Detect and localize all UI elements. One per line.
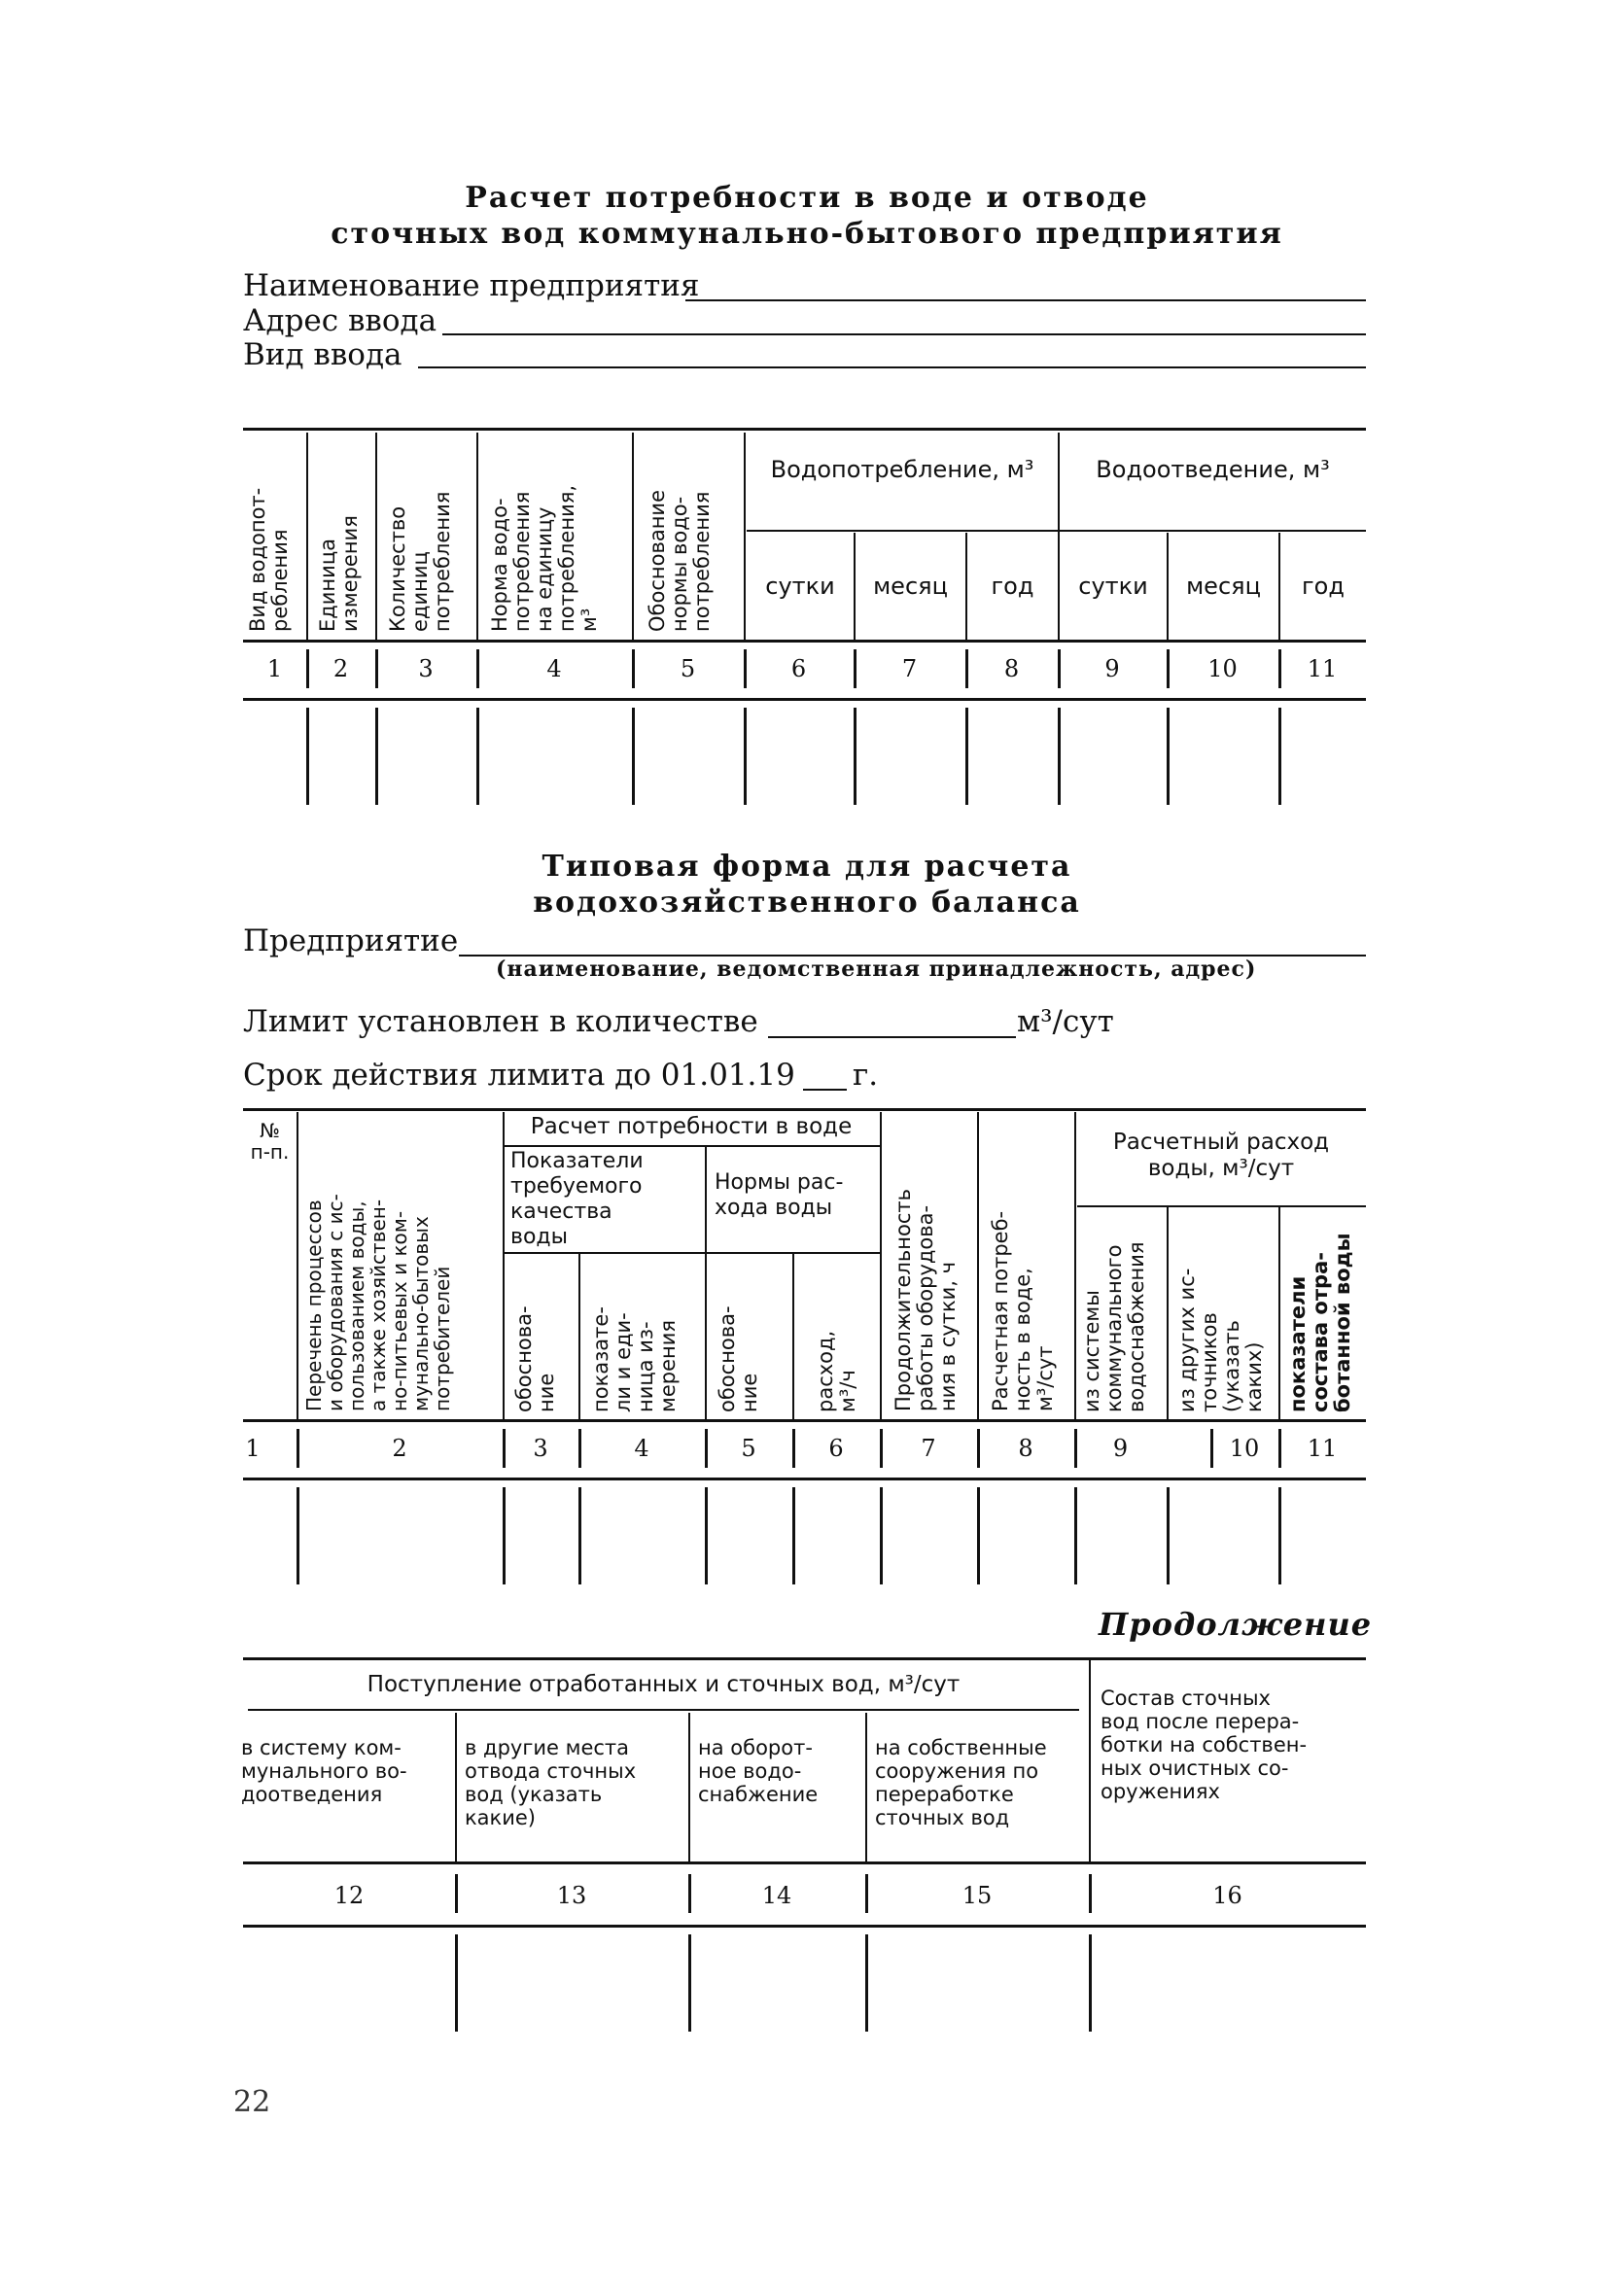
- limit-label: Лимит установлен в количестве: [243, 1004, 758, 1039]
- continuation-label: Продолжение: [1099, 1606, 1373, 1643]
- f1-header-water-out: Водоотведение, м³: [1096, 456, 1330, 483]
- f1-col-number: 9: [1104, 655, 1120, 682]
- f1-col-number: 7: [901, 655, 918, 682]
- f2-col-number: 1: [245, 1435, 261, 1462]
- f2-header-norms: Нормы рас- хода воды: [715, 1170, 844, 1220]
- cont-col-number: 13: [556, 1882, 587, 1909]
- form2-title-line1: Типовая форма для расчета: [542, 850, 1072, 884]
- form1-title-line2: сточных вод коммунально-бытового предприятия: [331, 217, 1283, 251]
- f1-header-norm: Норма водо- потребления на единицу потребления, м³: [488, 484, 601, 632]
- f2-header-other-sources: из других ис- точников (указать каких): [1175, 1268, 1266, 1412]
- f2-col-number: 8: [1018, 1435, 1033, 1462]
- cont-col-number: 14: [761, 1882, 792, 1909]
- f1-sub-day-out: сутки: [1078, 573, 1148, 600]
- term-label: Срок действия лимита до 01.01.19: [243, 1058, 795, 1093]
- cont-header-own-facilities: на собственные сооружения по переработке сточных вод: [875, 1736, 1047, 1829]
- cont-col-number: 12: [333, 1882, 365, 1909]
- f2-col-number: 9: [1112, 1435, 1129, 1462]
- f1-col-number: 4: [546, 655, 562, 682]
- f1-sub-year-out: год: [1302, 573, 1345, 600]
- f2-col-number: 2: [392, 1435, 407, 1462]
- f1-sub-year: год: [991, 573, 1034, 600]
- f2-header-calc-need: Расчетная потреб- ность в воде, м³/сут: [989, 1210, 1057, 1411]
- f2-header-waste-composition: показатели состава отра- ботанной воды: [1286, 1233, 1354, 1412]
- f2-col-number: 4: [634, 1435, 649, 1462]
- f2-header-flow-rate: расход, м³/ч: [814, 1330, 859, 1412]
- cont-header-inflow: Поступление отработанных и сточных вод, м³/сут: [367, 1672, 961, 1697]
- field-address-line[interactable]: [442, 333, 1366, 335]
- limit-line[interactable]: [768, 1036, 1016, 1038]
- page-number: 22: [233, 2085, 271, 2119]
- cont-header-composition: Состав сточных вод после перера- ботки на собствен- ных очистных со- оружениях: [1101, 1687, 1308, 1803]
- f2-header-number: № п-п.: [250, 1119, 290, 1164]
- f1-header-unit: Единица измерения: [316, 515, 362, 632]
- f2-header-quality-indicators: показате- ли и еди- ница из- мерения: [589, 1306, 680, 1412]
- f1-header-quantity: Количество единиц потребления: [386, 491, 454, 632]
- f2-header-municipal-supply: из системы коммунального водоснабжения: [1080, 1241, 1148, 1412]
- f1-sub-month-out: месяц: [1186, 573, 1261, 600]
- form1-title-line1: Расчет потребности в воде и отводе: [465, 181, 1149, 215]
- term-year-line[interactable]: [803, 1089, 847, 1091]
- enterprise-hint: (наименование, ведомственная принадлежность, адрес): [496, 957, 1257, 982]
- f1-sub-day: сутки: [765, 573, 835, 600]
- f2-header-calc-flow: Расчетный расход воды, м³/сут: [1112, 1130, 1330, 1181]
- field-address-label: Адрес ввода: [243, 303, 437, 338]
- cont-header-municipal-sewer: в систему ком- мунального во- доотведения: [241, 1736, 407, 1806]
- f2-header-quality-basis: обоснова- ние: [512, 1305, 558, 1412]
- f2-col-number: 3: [533, 1435, 548, 1462]
- f1-col-number: 3: [418, 655, 434, 682]
- f2-header-norm-basis: обоснова- ние: [716, 1305, 761, 1412]
- f1-col-number: 11: [1307, 655, 1338, 682]
- f1-col-number: 6: [790, 655, 807, 682]
- f1-col-number: 5: [680, 655, 696, 682]
- f1-header-consumption-type: Вид водопот- ребления: [246, 487, 292, 632]
- f2-header-water-demand: Расчет потребности в воде: [530, 1114, 853, 1139]
- f2-col-number: 10: [1229, 1435, 1260, 1462]
- f2-col-number: 6: [828, 1435, 844, 1462]
- f2-col-number: 7: [921, 1435, 936, 1462]
- f1-header-water-use: Водопотребление, м³: [770, 456, 1034, 483]
- f2-header-processes: Перечень процессов и оборудования с ис- пользованием воды, а также хозяйствен- но-питьевых и ком- мунально-бытовых потребителей: [302, 1194, 454, 1411]
- cont-header-recycling: на оборот- ное водо- снабжение: [698, 1736, 819, 1806]
- enterprise-label: Предприятие: [243, 923, 459, 958]
- cont-header-other-outlets: в другие места отвода сточных вод (указать какие): [465, 1736, 637, 1829]
- f1-col-number: 2: [332, 655, 349, 682]
- f2-header-duration: Продолжительность работы оборудова- ния в сутки, ч: [891, 1188, 960, 1411]
- f1-col-number: 8: [1003, 655, 1020, 682]
- f1-col-number: 1: [266, 655, 283, 682]
- f2-col-number: 11: [1307, 1435, 1338, 1462]
- f1-sub-month: месяц: [873, 573, 948, 600]
- form2-title-line2: водохозяйственного баланса: [533, 886, 1081, 920]
- f2-header-quality: Показатели требуемого качества воды: [510, 1149, 644, 1249]
- f2-col-number: 5: [741, 1435, 756, 1462]
- cont-col-number: 15: [961, 1882, 993, 1909]
- cont-col-number: 16: [1212, 1882, 1242, 1909]
- field-input-type-line[interactable]: [418, 366, 1366, 368]
- limit-unit: м³/сут: [1017, 1004, 1114, 1039]
- field-enterprise-name-line[interactable]: [685, 299, 1366, 301]
- term-suffix: г.: [853, 1058, 879, 1093]
- field-enterprise-name-label: Наименование предприятия: [243, 268, 700, 303]
- field-input-type-label: Вид ввода: [243, 337, 402, 372]
- f1-col-number: 10: [1207, 655, 1238, 682]
- f1-header-norm-basis: Обоснование нормы водо- потребления: [646, 490, 714, 632]
